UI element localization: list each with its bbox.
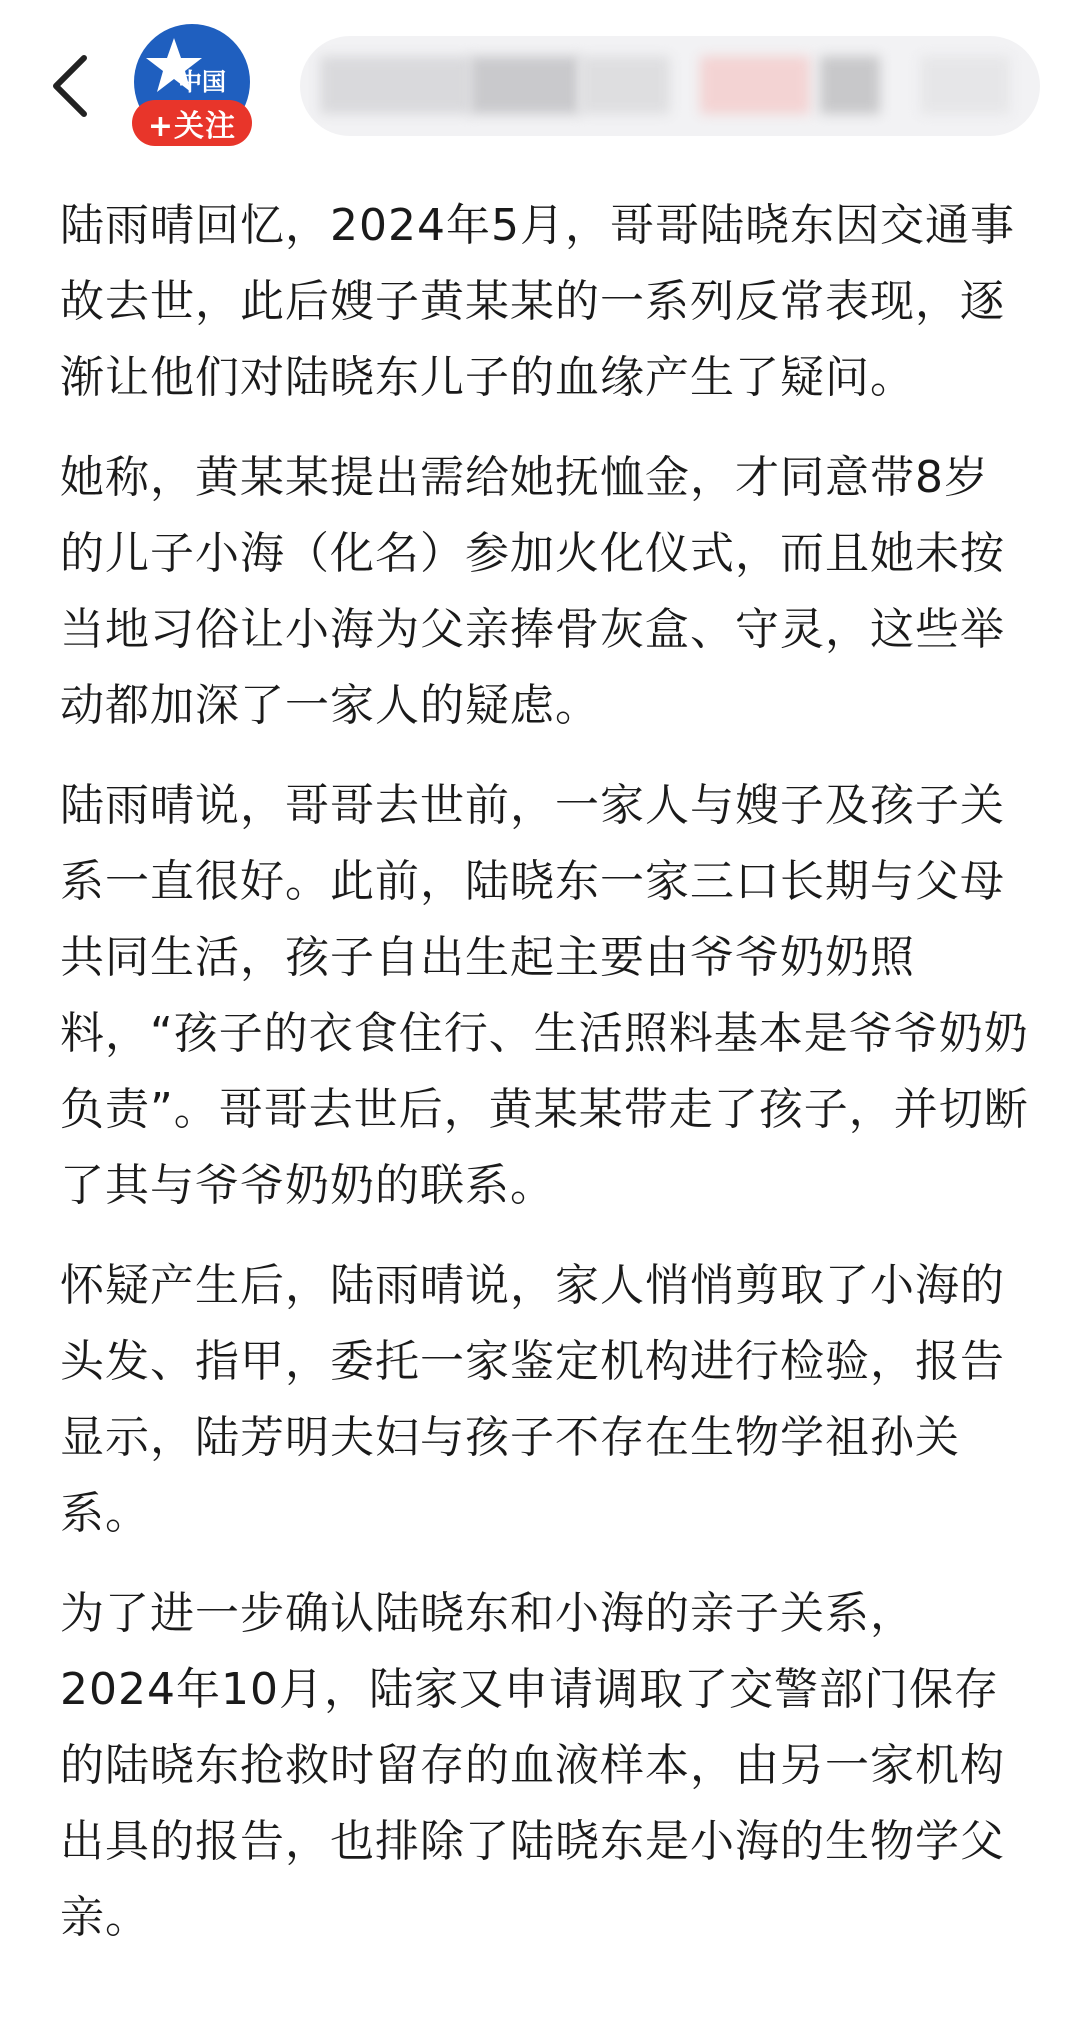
- top-bar: [0, 0, 1080, 170]
- blurred-segment: [320, 56, 470, 114]
- follow-button[interactable]: +关注: [132, 100, 252, 146]
- author-profile[interactable]: [130, 24, 254, 148]
- article-paragraph: 陆雨晴说，哥哥去世前，一家人与嫂子及孩子关系一直很好。此前，陆晓东一家三口长期与父母共同生活，孩子自出生起主要由爷爷奶奶照料，“孩子的衣食住行、生活照料基本是爷爷奶奶负责”。哥哥去世后，黄某某带走了孩子，并切断了其与爷爷奶奶的联系。: [60, 780, 1029, 1211]
- article-body: [60, 188, 1030, 1980]
- back-button[interactable]: [40, 46, 100, 126]
- article-paragraph: 为了进一步确认陆晓东和小海的亲子关系，2024年10月，陆家又申请调取了交警部门保存的陆晓东抢救时留存的血液样本，由另一家机构出具的报告，也排除了陆晓东是小海的生物学父亲。: [60, 1588, 1005, 1943]
- blurred-segment: [470, 56, 580, 114]
- blurred-segment: [820, 56, 880, 114]
- avatar-label: 中国: [178, 68, 226, 96]
- blurred-author-info: [300, 36, 1040, 136]
- blurred-segment: [700, 56, 810, 114]
- article-paragraph: 陆雨晴回忆，2024年5月，哥哥陆晓东因交通事故去世，此后嫂子黄某某的一系列反常表现，逐渐让他们对陆晓东儿子的血缘产生了疑问。: [60, 200, 1015, 403]
- article-paragraph: 她称，黄某某提出需给她抚恤金，才同意带8岁的儿子小海（化名）参加火化仪式，而且她未按当地习俗让小海为父亲捧骨灰盒、守灵，这些举动都加深了一家人的疑虑。: [60, 452, 1005, 731]
- article-paragraph: 怀疑产生后，陆雨晴说，家人悄悄剪取了小海的头发、指甲，委托一家鉴定机构进行检验，报告显示，陆芳明夫妇与孩子不存在生物学祖孙关系。: [60, 1260, 1005, 1539]
- blurred-segment: [580, 56, 670, 114]
- blurred-segment: [920, 56, 1010, 114]
- chevron-left-icon: [50, 54, 90, 118]
